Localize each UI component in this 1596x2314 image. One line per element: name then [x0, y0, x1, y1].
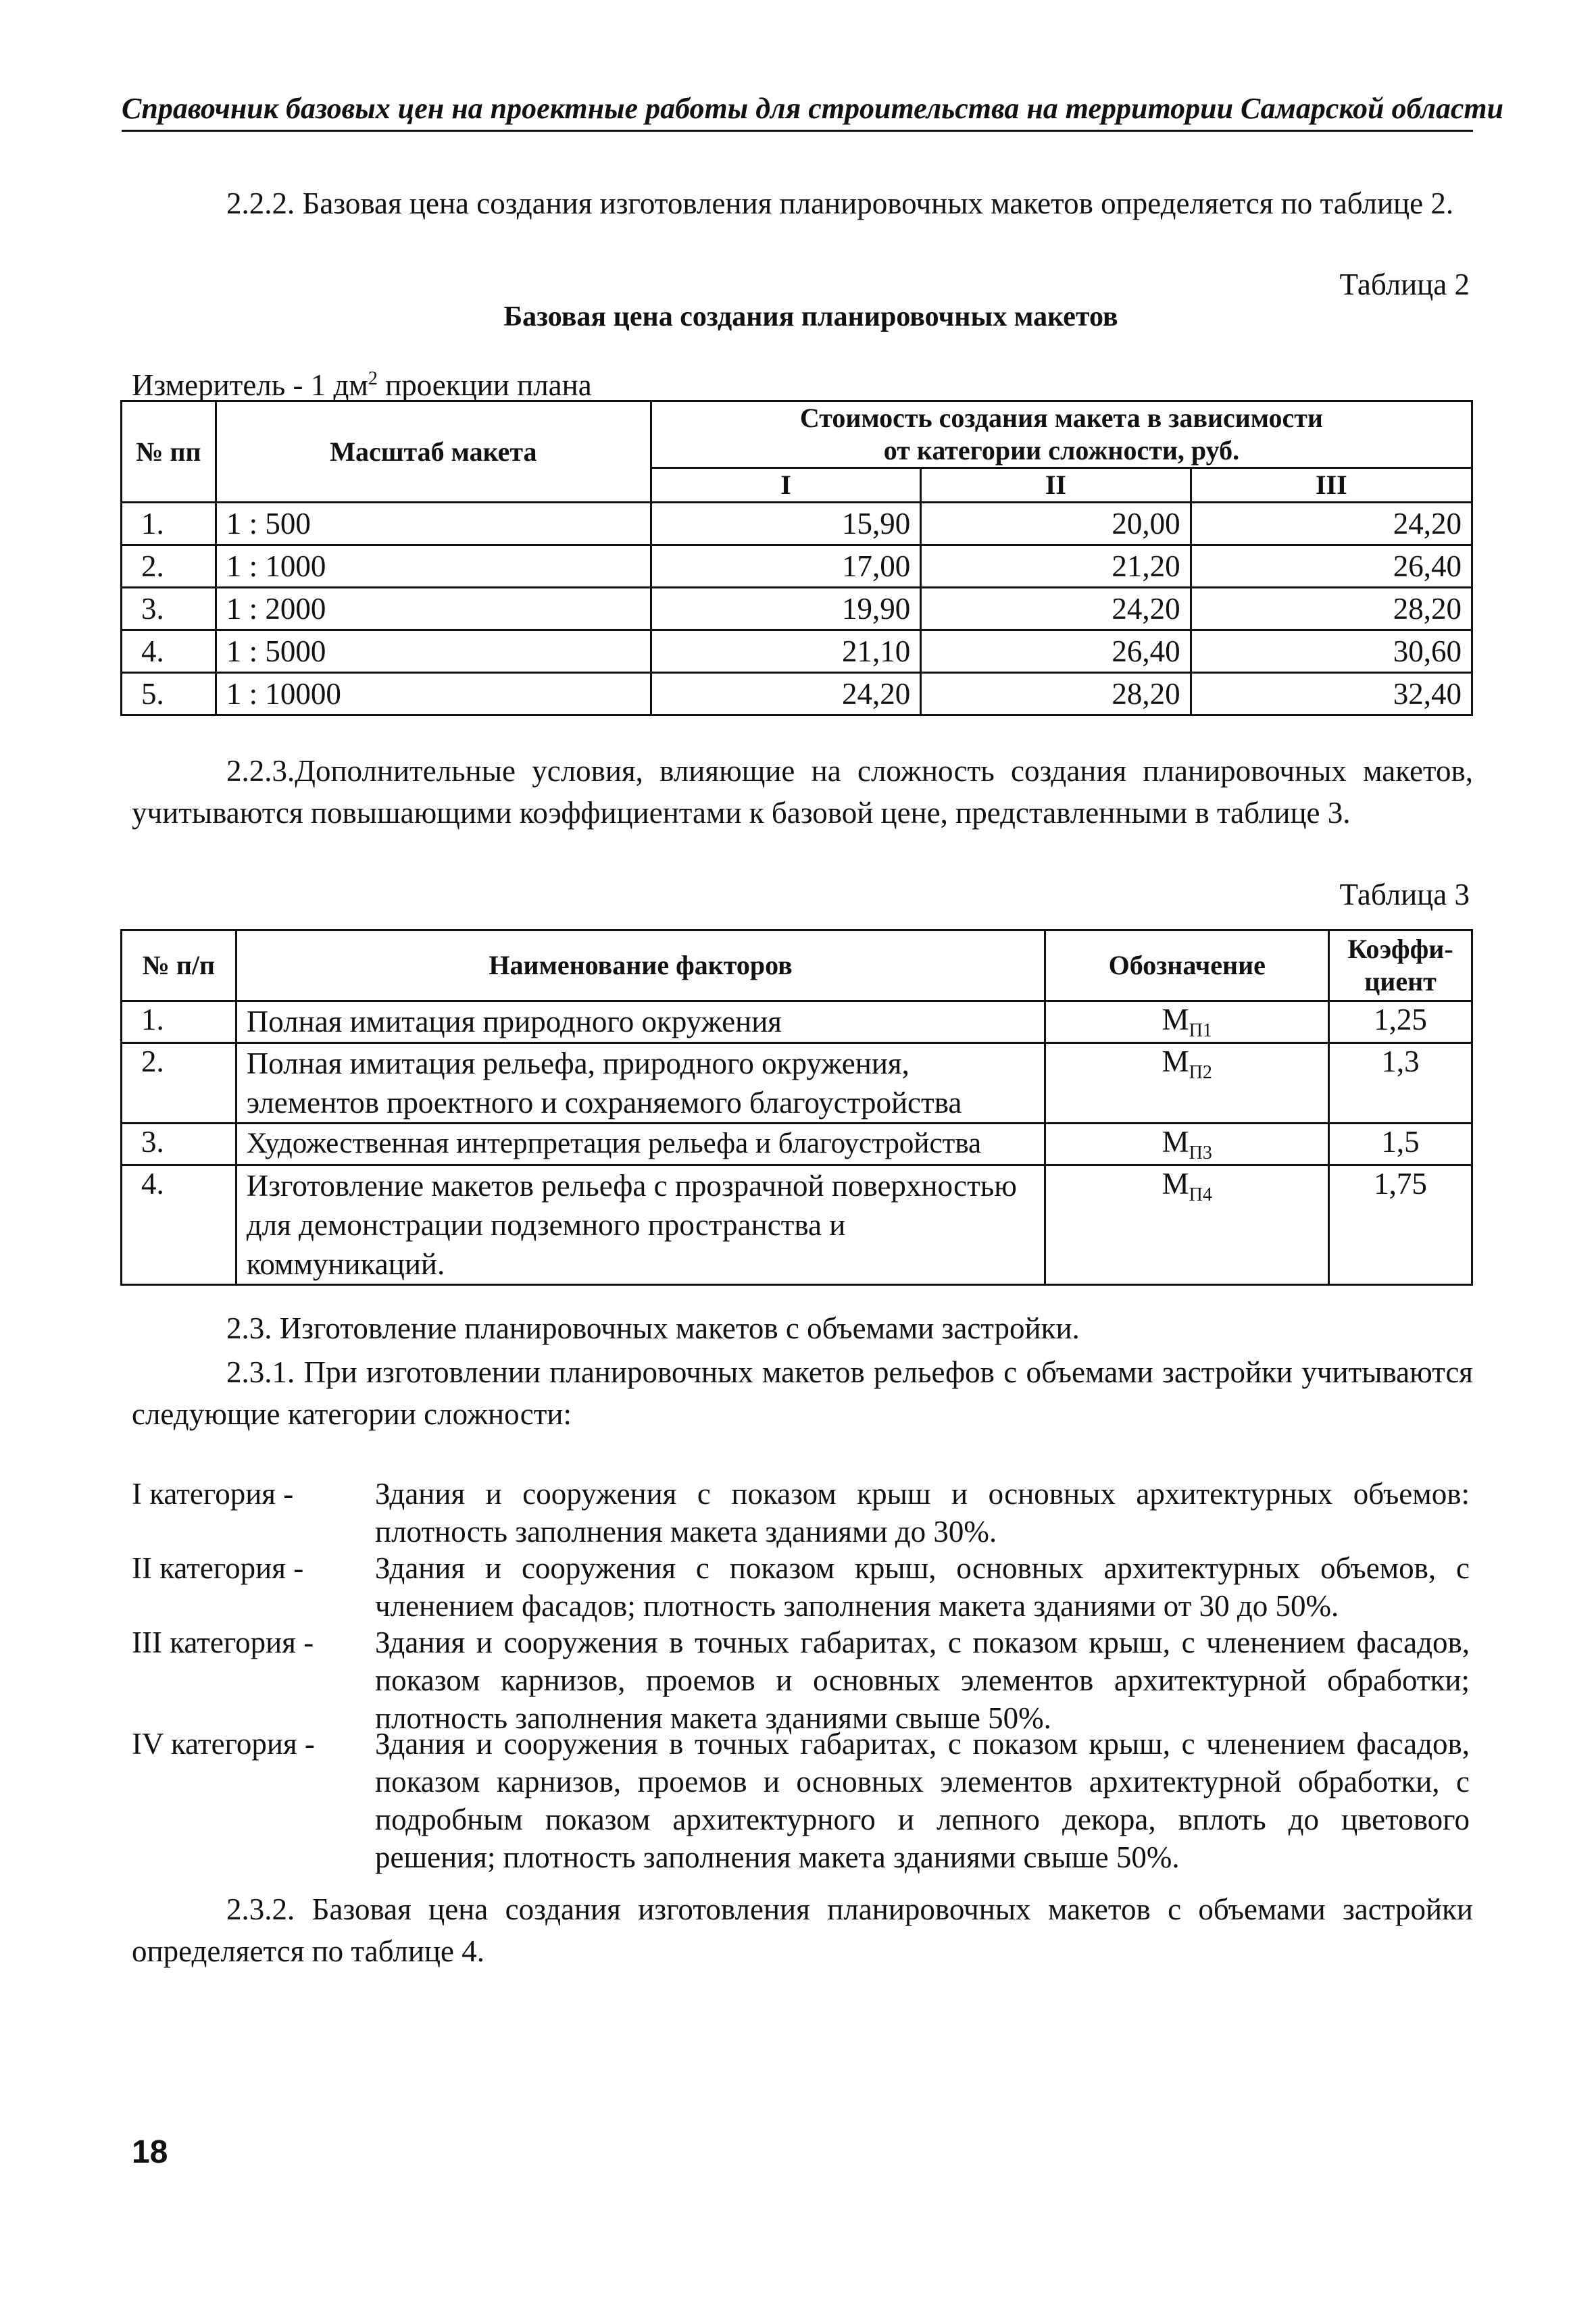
row-scale: 1 : 5000: [216, 630, 651, 673]
table2-header-scale: Масштаб макета: [216, 401, 651, 503]
row-cat2: 24,20: [921, 588, 1191, 630]
row-cat1: 24,20: [651, 673, 920, 715]
row-cat3: 28,20: [1191, 588, 1472, 630]
row-cat2: 21,20: [921, 545, 1191, 588]
table2-header-num: № пп: [122, 401, 216, 503]
row-symbol: [1045, 1001, 1329, 1043]
category-3-text: Здания и сооружения в точных габаритах, с показом крыш, с членением фасадов, показом карнизов, проемов и основных элементов архитектурной обработки; плотность заполнения макета зданиями свыше 50%.: [375, 1626, 1470, 1735]
row-cat3: 30,60: [1191, 630, 1472, 673]
row-cat3: 26,40: [1191, 545, 1472, 588]
table-row: [122, 545, 1472, 588]
paragraph-2-2-2: 2.2.2. Базовая цена создания изготовления планировочных макетов определяется по таблице 2.: [226, 186, 1454, 220]
table2-header-cat2: II: [921, 468, 1191, 503]
paragraph-2-3-2: 2.3.2. Базовая цена создания изготовления планировочных макетов с объемами застройки определяется по таблице 4.: [132, 1892, 1473, 1968]
symbol-letter: М: [1162, 1125, 1189, 1159]
row-symbol: [1045, 1043, 1329, 1124]
row-cat2: 28,20: [921, 673, 1191, 715]
table-row: [122, 673, 1472, 715]
table3-header-symbol: Обозначение: [1045, 930, 1329, 1001]
table-row: [122, 1001, 1472, 1043]
table2-header-cost-line2: от категории сложности, руб.: [883, 435, 1240, 466]
running-header: Справочник базовых цен на проектные работы для строительства на территории Самарской области: [122, 88, 1473, 132]
paragraph-2-2-3: 2.2.3.Дополнительные условия, влияющие на сложность создания планировочных макетов, учитываются повышающими коэффициентами к базовой цене, представленными в таблице 3.: [132, 754, 1473, 830]
row-cat3: 24,20: [1191, 503, 1472, 545]
row-cat1: 21,10: [651, 630, 920, 673]
paragraph-2-3: 2.3. Изготовление планировочных макетов с объемами застройки.: [226, 1311, 1080, 1345]
row-factor: Полная имитация рельефа, природного окружения, элементов проектного и сохраняемого благоустройства: [236, 1043, 1045, 1124]
row-scale: 1 : 500: [216, 503, 651, 545]
table2-header-cat3: III: [1191, 468, 1472, 503]
category-1-label: I категория -: [132, 1477, 294, 1511]
row-num: 4.: [122, 630, 216, 673]
row-coef: 1,3: [1329, 1043, 1472, 1124]
symbol-sub: П2: [1189, 1062, 1212, 1083]
category-4-text: Здания и сооружения в точных габаритах, с показом крыш, с членением фасадов, показом карнизов, проемов и основных элементов архитектурной обработки, с подробным показом архитектурного и лепного декора, вплоть до цветового решения; плотность заполнения макета зданиями свыше 50%.: [375, 1727, 1470, 1874]
row-num: 1.: [122, 503, 216, 545]
row-num: 5.: [122, 673, 216, 715]
table2-unit-sup: 2: [368, 368, 378, 389]
row-symbol: [1045, 1165, 1329, 1285]
symbol-letter: М: [1162, 1003, 1189, 1036]
symbol-letter: М: [1162, 1167, 1189, 1201]
table-row: [122, 1043, 1472, 1124]
table3-label: Таблица 3: [1339, 878, 1470, 911]
table2-header-cat1: I: [651, 468, 920, 503]
row-scale: 1 : 10000: [216, 673, 651, 715]
table2-unit: [132, 358, 740, 406]
table3-header-coef: Коэффи-циент: [1329, 930, 1472, 1001]
row-scale: 1 : 2000: [216, 588, 651, 630]
table-row: [122, 503, 1472, 545]
row-cat1: 17,00: [651, 545, 920, 588]
row-coef: 1,25: [1329, 1001, 1472, 1043]
paragraph-2-3-1: 2.3.1. При изготовлении планировочных макетов рельефов с объемами застройки учитываются следующие категории сложности:: [132, 1355, 1473, 1431]
symbol-sub: П4: [1189, 1184, 1212, 1205]
row-cat1: 15,90: [651, 503, 920, 545]
symbol-letter: М: [1162, 1045, 1189, 1078]
row-num: 2.: [122, 1043, 236, 1124]
table2-header-cost-line1: Стоимость создания макета в зависимости: [799, 403, 1323, 433]
symbol-sub: П3: [1189, 1142, 1212, 1163]
category-4-label: IV категория -: [132, 1727, 315, 1761]
row-cat2: 20,00: [921, 503, 1191, 545]
row-symbol: [1045, 1124, 1329, 1165]
symbol-sub: П1: [1189, 1020, 1212, 1041]
table-row: [122, 588, 1472, 630]
row-num: 3.: [122, 1124, 236, 1165]
table2-unit-prefix: Измеритель - 1 дм: [132, 368, 368, 402]
table-row: [122, 1124, 1472, 1165]
table2-label: Таблица 2: [1339, 268, 1470, 301]
page-number: 18: [132, 2134, 168, 2170]
row-factor: Изготовление макетов рельефа с прозрачной поверхностью для демонстрации подземного пространства и коммуникаций.: [236, 1165, 1045, 1285]
category-2-text: Здания и сооружения с показом крыш, основных архитектурных объемов, с членением фасадов; плотность заполнения макета зданиями от 30 до 50%.: [375, 1551, 1470, 1623]
table-row: [122, 630, 1472, 673]
table-2: [120, 400, 1473, 716]
row-coef: 1,5: [1329, 1124, 1472, 1165]
row-cat2: 26,40: [921, 630, 1191, 673]
row-cat3: 32,40: [1191, 673, 1472, 715]
row-num: 1.: [122, 1001, 236, 1043]
row-num: 3.: [122, 588, 216, 630]
row-factor: Художественная интерпретация рельефа и благоустройства: [236, 1124, 1045, 1165]
table3-header-factor: Наименование факторов: [236, 930, 1045, 1001]
category-3-label: III категория -: [132, 1626, 314, 1659]
table2-header-cost: [651, 401, 1472, 468]
row-scale: 1 : 1000: [216, 545, 651, 588]
table-3: [120, 929, 1473, 1286]
table2-unit-suffix: проекции плана: [377, 368, 592, 402]
row-factor: Полная имитация природного окружения: [236, 1001, 1045, 1043]
row-coef: 1,75: [1329, 1165, 1472, 1285]
row-cat1: 19,90: [651, 588, 920, 630]
category-1-text: Здания и сооружения с показом крыш и основных архитектурных объемов: плотность заполнения макета зданиями до 30%.: [375, 1477, 1470, 1549]
table-row: [122, 1165, 1472, 1285]
category-2-label: II категория -: [132, 1551, 304, 1585]
table3-header-num: № п/п: [122, 930, 236, 1001]
row-num: 4.: [122, 1165, 236, 1285]
table2-title: Базовая цена создания планировочных макетов: [503, 301, 1118, 332]
row-num: 2.: [122, 545, 216, 588]
